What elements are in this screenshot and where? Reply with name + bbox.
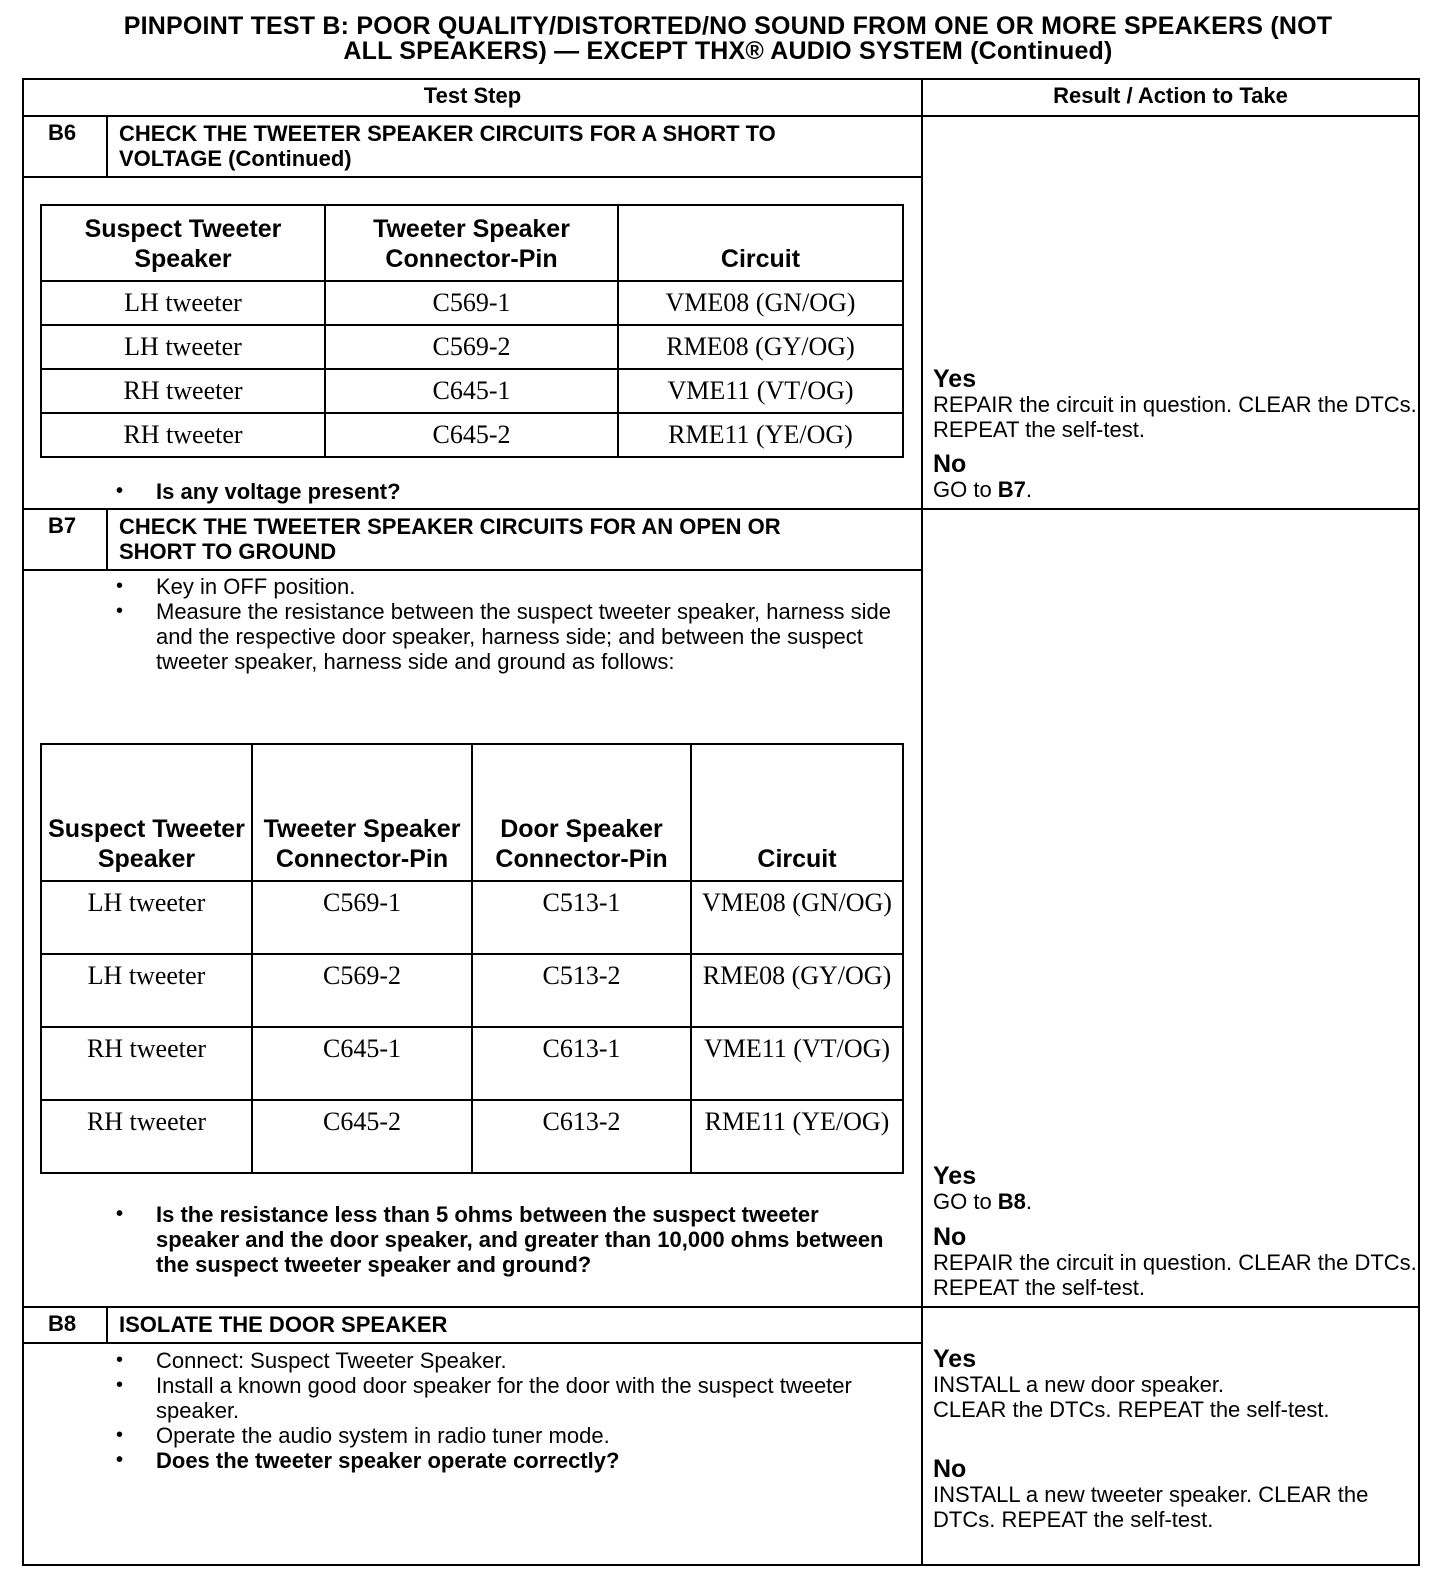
b7-col-suspect: Suspect Tweeter Speaker (41, 744, 252, 881)
b7-resistance-table (40, 743, 904, 1174)
b7-col-circuit: Circuit (691, 744, 903, 881)
step-b8-title-divider (24, 1342, 921, 1344)
b6-circuit-table (40, 204, 904, 458)
step-b7-title-divider (24, 569, 921, 571)
table-row: LH tweeter C569-2 RME08 (GY/OG) (41, 325, 903, 369)
b7-col-tweeter-pin: Tweeter Speaker Connector-Pin (252, 744, 472, 881)
b6-goto-b7: B7 (997, 477, 1026, 502)
table-row: RH tweeter C645-2 RME11 (YE/OG) (41, 413, 903, 457)
step-number-divider (106, 510, 108, 570)
b8-yes-text-1: INSTALL a new door speaker. (933, 1372, 1225, 1397)
b6-no-label: No (933, 450, 967, 478)
title-line-2: ALL SPEAKERS) — EXCEPT THX® AUDIO SYSTEM (Continued) (343, 37, 1113, 65)
b7-yes-text: GO to B8. (933, 1189, 1033, 1214)
b6-col-circuit: Circuit (618, 205, 903, 281)
b6-yes-label: Yes (933, 365, 977, 393)
b7-result (933, 1164, 1421, 1300)
b8-question: • Does the tweeter speaker operate correctly? (116, 1448, 896, 1473)
list-item: • Operate the audio system in radio tuner mode. (116, 1423, 896, 1448)
table-row: LH tweeter C569-1 VME08 (GN/OG) (41, 281, 903, 325)
table-row: LH tweeter C569-1 C513-1 VME08 (GN/OG) (41, 881, 903, 954)
b7-no-text: REPAIR the circuit in question. CLEAR the DTCs. REPEAT the self-test. (933, 1250, 1417, 1300)
step-b6-title: CHECK THE TWEETER SPEAKER CIRCUITS FOR A SHORT TO VOLTAGE (Continued) (119, 121, 776, 171)
step-number-divider (106, 117, 108, 177)
step-b7-title: CHECK THE TWEETER SPEAKER CIRCUITS FOR AN OPEN OR SHORT TO GROUND (119, 514, 781, 564)
step-b7-bottom-divider (24, 1306, 1418, 1308)
b7-question: • Is the resistance less than 5 ohms between the suspect tweeter speaker and the door speaker, and greater than 10,000 ohms between the suspect tweeter speaker and ground? (116, 1202, 896, 1277)
b8-instructions (116, 1348, 896, 1473)
b6-no-text: GO to B7. (933, 477, 1033, 502)
b8-no-label: No (933, 1455, 967, 1483)
step-b8-number: B8 (48, 1311, 77, 1336)
b7-col-door-pin: Door Speaker Connector-Pin (472, 744, 691, 881)
b8-no-text: INSTALL a new tweeter speaker. CLEAR the DTCs. REPEAT the self-test. (933, 1482, 1369, 1532)
table-row: RH tweeter C645-2 C613-2 RME11 (YE/OG) (41, 1100, 903, 1173)
header-result: Result / Action to Take (1053, 83, 1288, 108)
b8-yes-text-2: CLEAR the DTCs. REPEAT the self-test. (933, 1397, 1330, 1422)
step-number-divider (106, 1308, 108, 1344)
b7-instructions (116, 574, 896, 674)
b6-result (933, 367, 1421, 502)
step-b6-number: B6 (48, 120, 77, 145)
column-divider (921, 80, 923, 1564)
header-test-step: Test Step (423, 83, 522, 108)
b8-result (933, 1347, 1421, 1532)
step-b6-bottom-divider (24, 508, 1418, 510)
b8-yes-label: Yes (933, 1345, 977, 1373)
table-row: RH tweeter C645-1 VME11 (VT/OG) (41, 369, 903, 413)
header-divider (24, 115, 1418, 117)
title-line-1: PINPOINT TEST B: POOR QUALITY/DISTORTED/NO SOUND FROM ONE OR MORE SPEAKERS (NOT (123, 12, 1333, 40)
b7-yes-label: Yes (933, 1162, 977, 1190)
list-item: • Measure the resistance between the suspect tweeter speaker, harness side and the respective door speaker, harness side; and between the suspect tweeter speaker, harness side and ground as follows: (116, 599, 896, 674)
b6-col-pin: Tweeter Speaker Connector-Pin (325, 205, 618, 281)
step-b7-number: B7 (48, 513, 77, 538)
b6-yes-text: REPAIR the circuit in question. CLEAR the DTCs. REPEAT the self-test. (933, 392, 1417, 442)
b6-question: • Is any voltage present? (116, 479, 896, 504)
table-row: RH tweeter C645-1 C613-1 VME11 (VT/OG) (41, 1027, 903, 1100)
list-item: • Install a known good door speaker for the door with the suspect tweeter speaker. (116, 1373, 896, 1423)
b6-col-suspect: Suspect Tweeter Speaker (41, 205, 325, 281)
page-title (0, 14, 1456, 64)
pinpoint-table (22, 78, 1420, 1566)
b7-no-label: No (933, 1223, 967, 1251)
list-item: • Key in OFF position. (116, 574, 896, 599)
list-item: • Connect: Suspect Tweeter Speaker. (116, 1348, 896, 1373)
step-b8-title: ISOLATE THE DOOR SPEAKER (119, 1312, 448, 1337)
b7-goto-b8: B8 (997, 1189, 1026, 1214)
table-row: LH tweeter C569-2 C513-2 RME08 (GY/OG) (41, 954, 903, 1027)
step-b6-title-divider (24, 176, 921, 178)
